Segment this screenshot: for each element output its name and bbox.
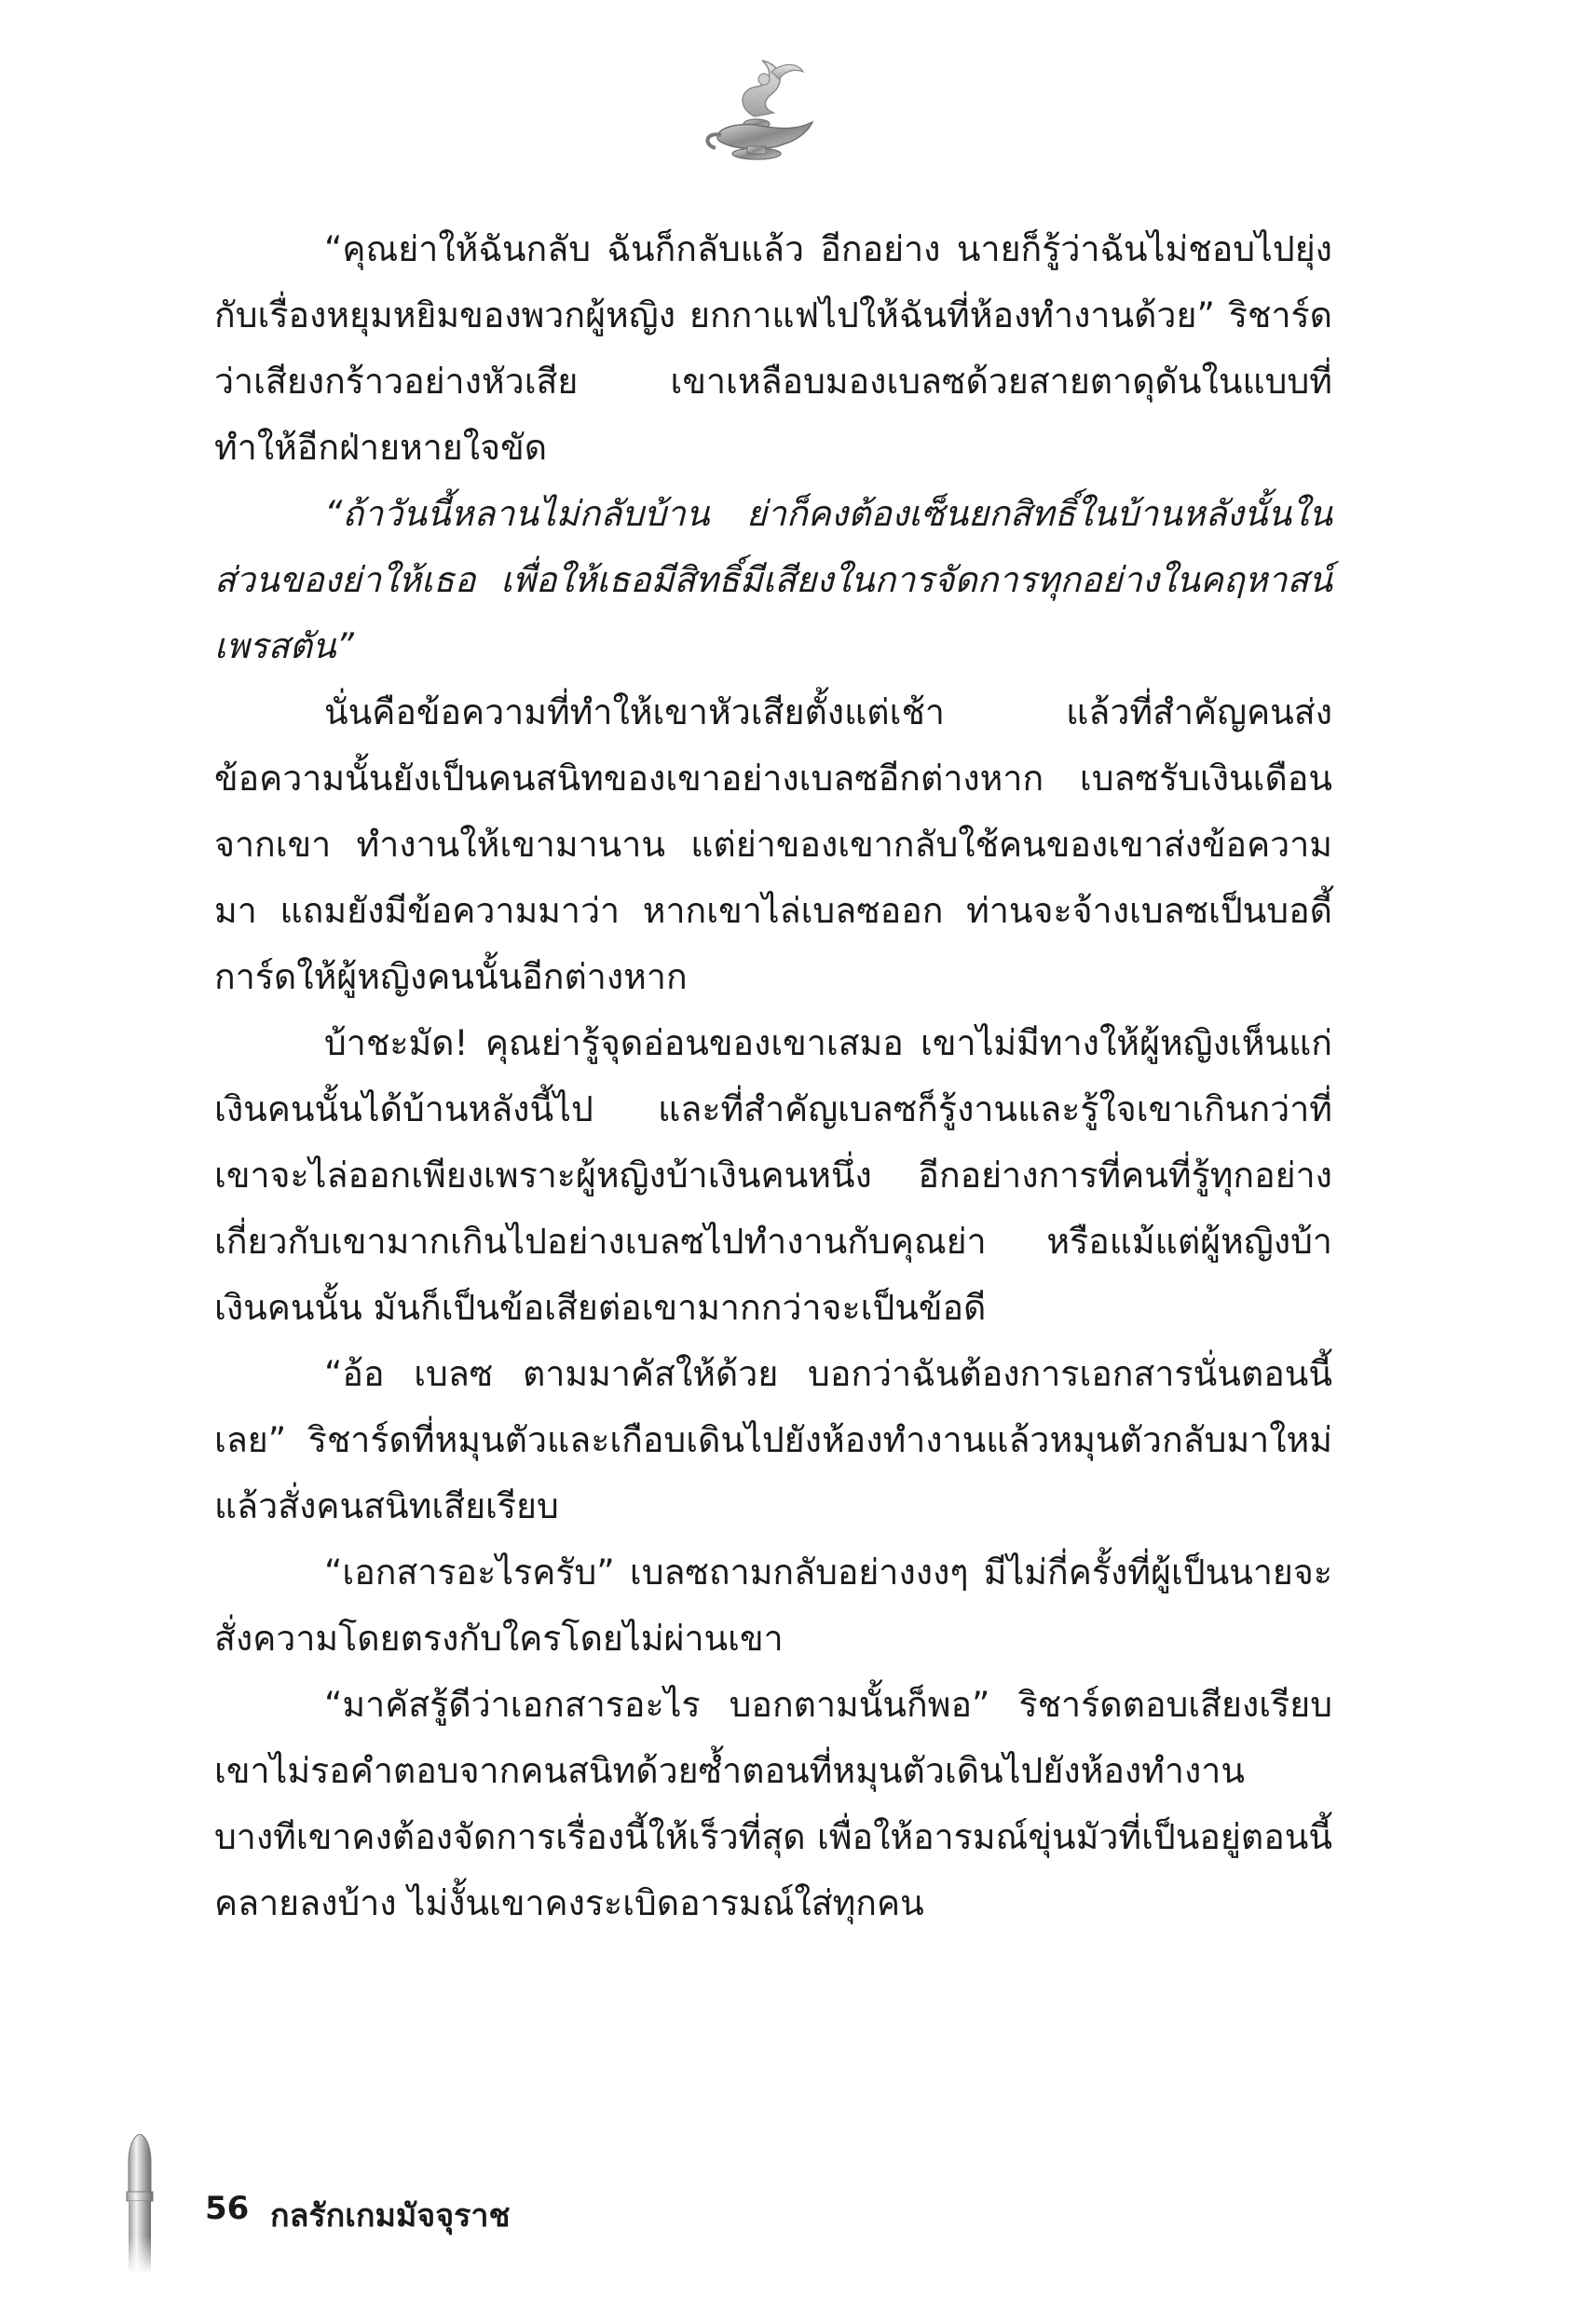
paragraph: “อ้อ เบลซ ตามมาคัสให้ด้วย บอกว่าฉันต้องการเอกสารนั่นตอนนี้เลย” ริชาร์ดที่หมุนตัวและเกือบเดินไปยังห้องทำงานแล้วหมุนตัวกลับมาใหม่แล้วสั่งคนสนิทเสียเรียบ: [214, 1353, 1332, 1526]
bullet-icon: [121, 2134, 158, 2274]
page-footer: [121, 2134, 773, 2274]
genie-lamp-icon: [689, 51, 829, 163]
paragraph-italic-message: “ถ้าวันนี้หลานไม่กลับบ้าน ย่าก็คงต้องเซ็นยกสิทธิ์ในบ้านหลังนั้นในส่วนของย่าให้เธอ เพื่อให้เธอมีสิทธิ์มีเสียงในการจัดการทุกอย่างในคฤหาสน์เพรสตัน”: [214, 493, 1332, 666]
paragraph: บ้าชะมัด! คุณย่ารู้จุดอ่อนของเขาเสมอ เขาไม่มีทางให้ผู้หญิงเห็นแก่เงินคนนั้นได้บ้านหลังนี้ไป และที่สำคัญเบลซก็รู้งานและรู้ใจเขาเกินกว่าที่เขาจะไล่ออกเพียงเพราะผู้หญิงบ้าเงินคนหนึ่ง อีกอย่างการที่คนที่รู้ทุกอย่างเกี่ยวกับเขามากเกินไปอย่างเบลซไปทำงานกับคุณย่า หรือแม้แต่ผู้หญิงบ้าเงินคนนั้น มันก็เป็นข้อเสียต่อเขามากกว่าจะเป็นข้อดี: [214, 1022, 1332, 1328]
paragraph: “มาคัสรู้ดีว่าเอกสารอะไร บอกตามนั้นก็พอ” ริชาร์ดตอบเสียงเรียบ เขาไม่รอคำตอบจากคนสนิทด้วยซ้ำตอนที่หมุนตัวเดินไปยังห้องทำงาน บางทีเขาคงต้องจัดการเรื่องนี้ให้เร็วที่สุด เพื่อให้อารมณ์ขุ่นมัวที่เป็นอยู่ตอนนี้คลายลงบ้าง ไม่งั้นเขาคงระเบิดอารมณ์ใส่ทุกคน: [214, 1684, 1332, 1923]
paragraph: “คุณย่าให้ฉันกลับ ฉันก็กลับแล้ว อีกอย่าง นายก็รู้ว่าฉันไม่ชอบไปยุ่งกับเรื่องหยุมหยิมของพวกผู้หญิง ยกกาแฟไปให้ฉันที่ห้องทำงานด้วย” ริชาร์ดว่าเสียงกร้าวอย่างหัวเสีย เขาเหลือบมองเบลซด้วยสายตาดุดันในแบบที่ทำให้อีกฝ่ายหายใจขัด: [214, 228, 1332, 468]
paragraph: “เอกสารอะไรครับ” เบลซถามกลับอย่างงงๆ มีไม่กี่ครั้งที่ผู้เป็นนายจะสั่งความโดยตรงกับใครโดยไม่ผ่านเขา: [214, 1552, 1332, 1659]
paragraph: นั่นคือข้อความที่ทำให้เขาหัวเสียตั้งแต่เช้า แล้วที่สำคัญคนส่งข้อความนั้นยังเป็นคนสนิทของเขาอย่างเบลซอีกต่างหาก เบลซรับเงินเดือนจากเขา ทำงานให้เขามานาน แต่ย่าของเขากลับใช้คนของเขาส่งข้อความมา แถมยังมีข้อความมาว่า หากเขาไล่เบลซออก ท่านจะจ้างเบลซเป็นบอดี้การ์ดให้ผู้หญิงคนนั้นอีกต่างหาก: [214, 691, 1332, 997]
page-number: 56: [205, 2190, 250, 2227]
book-title: กลรักเกมมัจจุราช: [270, 2197, 511, 2235]
body-text: [214, 216, 1332, 1936]
